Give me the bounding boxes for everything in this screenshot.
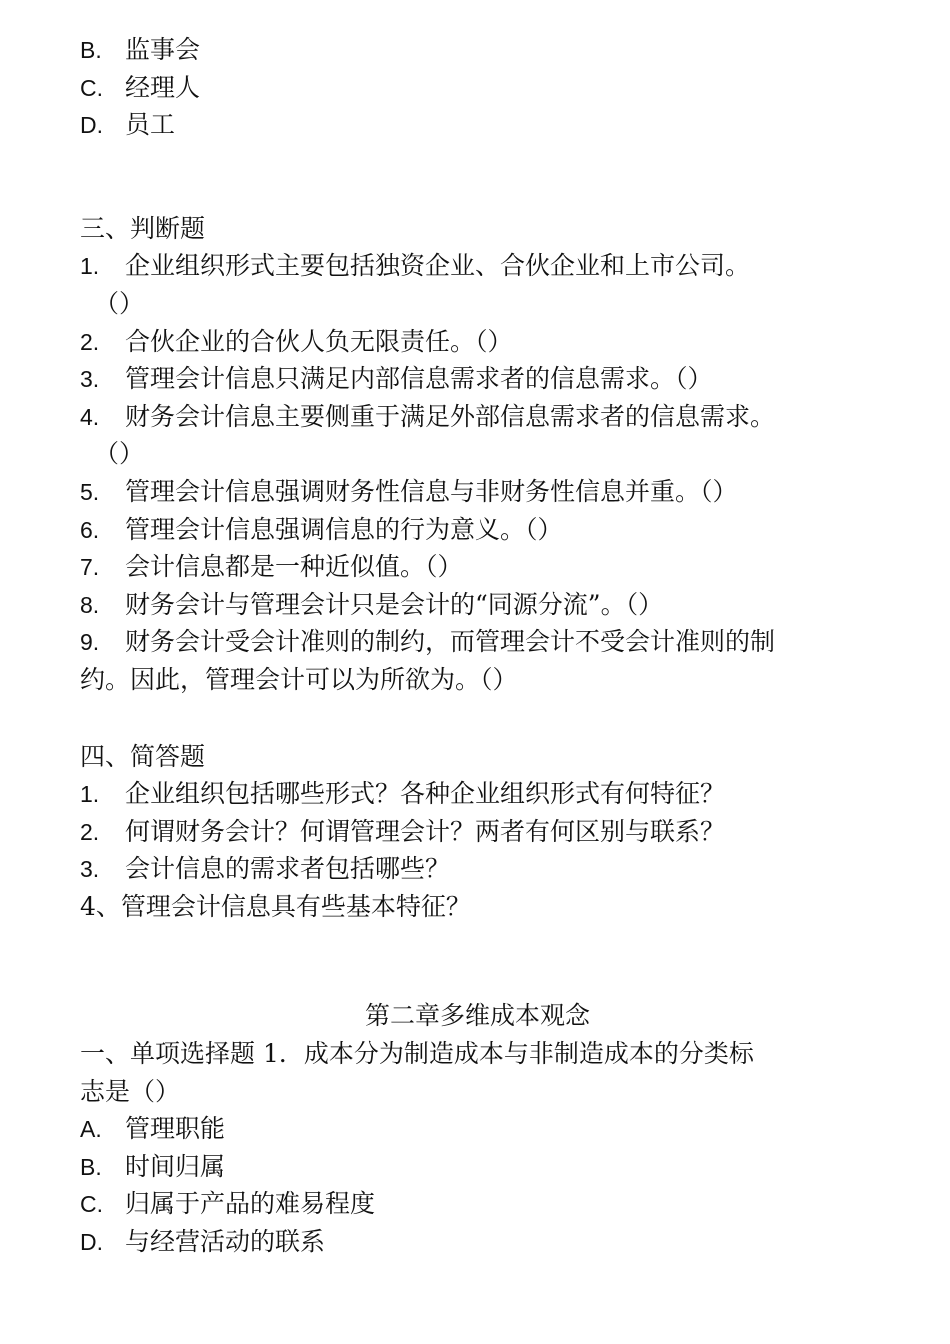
question-continuation: 约。因此，管理会计可以为所欲为。（） xyxy=(80,664,518,694)
question-text: 财务会计与管理会计只是会计的“同源分流”。（） xyxy=(125,589,664,619)
chapter-title: 第二章多维成本观念 xyxy=(364,1001,590,1031)
question-item-4: 4、管理会计信息具有些基本特征？ xyxy=(80,891,471,921)
question-item xyxy=(80,247,875,285)
question-item xyxy=(80,775,875,813)
option-label: A. xyxy=(80,1116,102,1143)
option-label: D. xyxy=(80,112,103,139)
option-c xyxy=(80,69,875,107)
option-label: B. xyxy=(80,1153,102,1180)
option-text: 管理职能 xyxy=(125,1114,226,1144)
question-item xyxy=(80,586,875,624)
spacer xyxy=(80,699,875,738)
question-text: 管理会计信息只满足内部信息需求者的信息需求。（） xyxy=(125,364,713,394)
option-d xyxy=(80,106,875,144)
question-item xyxy=(80,548,875,586)
option-b xyxy=(80,1148,875,1186)
question-item xyxy=(80,850,875,888)
question-text: 会计信息都是一种近似值。（） xyxy=(125,552,463,582)
option-a xyxy=(80,1110,875,1148)
question-text: 企业组织形式主要包括独资企业、合伙企业和上市公司。 xyxy=(125,251,751,281)
question-continuation: （） xyxy=(94,288,145,318)
question-item xyxy=(80,623,875,661)
question-text: 合伙企业的合伙人负无限责任。（） xyxy=(125,326,513,356)
option-c xyxy=(80,1185,875,1223)
question-stem-line: 志是（） xyxy=(80,1076,181,1106)
question-text: 企业组织包括哪些形式？各种企业组织形式有何特征？ xyxy=(125,779,726,809)
question-number: 2. xyxy=(80,328,100,355)
question-number: 5. xyxy=(80,478,100,505)
question-text: 管理会计信息强调财务性信息与非财务性信息并重。（） xyxy=(125,476,738,506)
question-text: 财务会计受会计准则的制约，而管理会计不受会计准则的制 xyxy=(125,627,776,657)
option-label: C. xyxy=(80,74,103,101)
option-text: 经理人 xyxy=(125,72,201,102)
spacer xyxy=(80,925,875,997)
question-item xyxy=(80,473,875,511)
document-page xyxy=(80,31,875,1261)
question-stem-line: 一、单项选择题 1．成本分为制造成本与非制造成本的分类标 xyxy=(80,1039,754,1069)
option-text: 监事会 xyxy=(125,35,201,64)
question-text: 何谓财务会计？何谓管理会计？两者有何区别与联系？ xyxy=(125,816,726,846)
question-number: 2. xyxy=(80,818,100,845)
question-number: 1. xyxy=(80,781,100,808)
question-number: 8. xyxy=(80,591,100,618)
spacer xyxy=(80,144,875,210)
question-text: 会计信息的需求者包括哪些？ xyxy=(125,854,451,884)
option-d xyxy=(80,1223,875,1261)
question-continuation: （） xyxy=(94,439,145,469)
option-text: 与经营活动的联系 xyxy=(125,1227,326,1257)
question-number: 3. xyxy=(80,366,100,393)
option-b xyxy=(80,31,875,69)
question-number: 4. xyxy=(80,403,100,430)
question-item xyxy=(80,511,875,549)
question-text: 财务会计信息主要侧重于满足外部信息需求者的信息需求。 xyxy=(125,401,776,431)
option-label: D. xyxy=(80,1229,103,1256)
question-number: 7. xyxy=(80,554,100,581)
section-heading-short-answer: 四、简答题 xyxy=(80,741,206,771)
question-item xyxy=(80,398,875,436)
option-text: 员工 xyxy=(125,110,176,140)
question-number: 9. xyxy=(80,629,100,656)
option-text: 归属于产品的难易程度 xyxy=(125,1189,376,1219)
question-text: 管理会计信息强调信息的行为意义。（） xyxy=(125,514,563,544)
option-label: C. xyxy=(80,1191,103,1218)
question-number: 6. xyxy=(80,516,100,543)
question-item xyxy=(80,360,875,398)
question-item xyxy=(80,323,875,361)
option-label: B. xyxy=(80,37,102,63)
question-item xyxy=(80,813,875,851)
question-number: 3. xyxy=(80,856,100,883)
section-heading-judgement: 三、判断题 xyxy=(80,213,206,243)
question-number: 1. xyxy=(80,253,100,280)
option-text: 时间归属 xyxy=(125,1151,226,1181)
